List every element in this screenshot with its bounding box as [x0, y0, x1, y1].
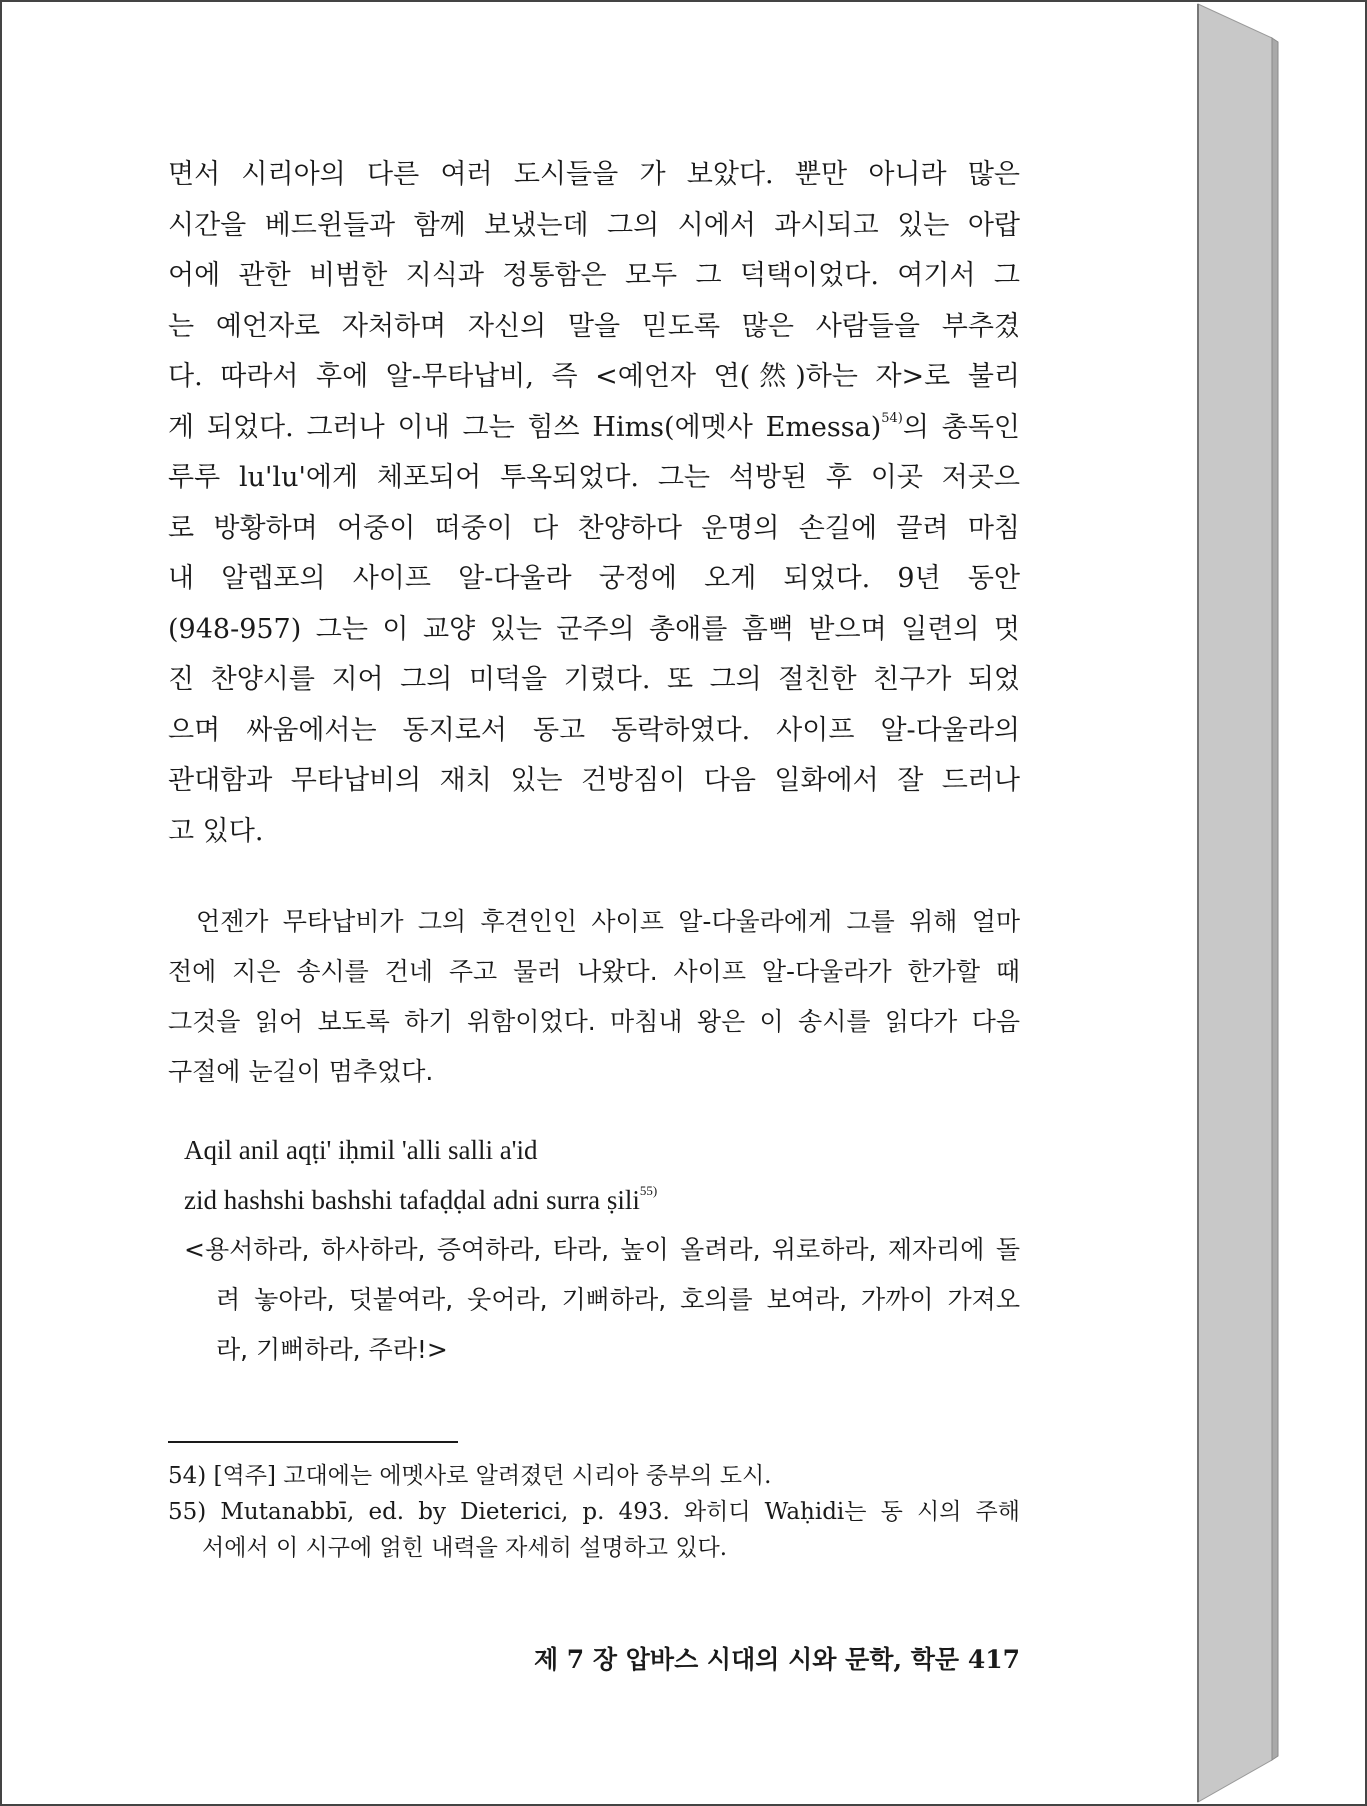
anecdote-block: [168, 897, 1020, 1097]
translation-line: 라, 기뻐하라, 주라!>: [216, 1335, 448, 1364]
paragraph-line-with-footnote: [168, 403, 1020, 454]
book-edge-face: [1198, 4, 1272, 1802]
anecdote-line: 그것을 읽어 보도록 하기 위함이었다. 마침내 왕은 이 송시를 읽다가 다음: [168, 1007, 1020, 1036]
footnote-divider: [168, 1441, 458, 1443]
paragraph-line: 면서 시리아의 다른 여러 도시들을 가 보았다. 뿐만 아니라 많은: [168, 159, 1020, 190]
footnote-marker-54: 54): [881, 410, 903, 426]
paragraph-line: 고 있다.: [168, 815, 264, 847]
paragraph-line: 로 방황하며 어중이 떠중이 다 찬양하다 운명의 손길에 끌려 마침: [168, 512, 1020, 544]
footnote-55-continued: 서에서 이 시구에 얽힌 내력을 자세히 설명하고 있다.: [202, 1535, 728, 1561]
translation-line: <용서하라, 하사하라, 증여하라, 타라, 높이 올려라, 위로하라, 제자리에 돌: [184, 1235, 1020, 1264]
page-body: [168, 150, 1020, 1375]
paragraph-line: 는 예언자로 자처하며 자신의 말을 믿도록 많은 사람들을 부추겼: [168, 310, 1020, 342]
verse-line: Aqil anil aqṭi' iḥmil 'alli salli a'id: [184, 1135, 538, 1165]
paragraph-line: 관대함과 무타납비의 재치 있는 건방짐이 다음 일화에서 잘 드러나: [168, 765, 1020, 796]
paragraph-line: 다. 따라서 후에 알-무타납비, 즉 <예언자 연(然)하는 자>로 불리: [168, 361, 1020, 392]
paragraph-line: 진 찬양시를 지어 그의 미덕을 기렸다. 또 그의 절친한 친구가 되었: [168, 664, 1020, 695]
page-number: 417: [967, 1645, 1020, 1674]
paragraph-line-text: 게 되었다. 그러나 이내 그는 힘쓰 Hims(에멧사 Emessa): [168, 411, 882, 443]
anecdote-line: 구절에 눈길이 멈추었다.: [168, 1057, 434, 1086]
verse-block: [168, 1125, 1020, 1375]
footnote-54: 54) [역주] 고대에는 에멧사로 알려졌던 시리아 중부의 도시.: [168, 1463, 772, 1489]
footnote-55: 55) Mutanabbī, ed. by Dieterici, p. 493. 와히디 Waḥidi는 동 시의 주해: [168, 1499, 1020, 1525]
chapter-title: 압바스 시대의 시와 문학, 학문: [625, 1645, 960, 1674]
running-footer: [168, 1640, 1020, 1676]
paragraph-line: (948-957) 그는 이 교양 있는 군주의 총애를 흠뻑 받으며 일련의 멋: [168, 613, 1020, 645]
paragraph-line: 어에 관한 비범한 지식과 정통함은 모두 그 덕택이었다. 여기서 그: [168, 260, 1020, 291]
anecdote-line: 전에 지은 송시를 건네 주고 물러 나왔다. 사이프 알-다울라가 한가할 때: [168, 957, 1020, 986]
paragraph-line-text: 의 총독인: [902, 411, 1020, 443]
paragraph-line: 내 알렙포의 사이프 알-다울라 궁정에 오게 되었다. 9년 동안: [168, 563, 1020, 594]
verse-line-with-footnote: [184, 1175, 1020, 1225]
main-paragraph: [168, 150, 1020, 857]
verse-translation: [184, 1225, 1020, 1375]
translation-line: 려 놓아라, 덧붙여라, 웃어라, 기뻐하라, 호의를 보여라, 가까이 가져오: [216, 1285, 1020, 1314]
paragraph-line: 시간을 베드윈들과 함께 보냈는데 그의 시에서 과시되고 있는 아랍: [168, 209, 1020, 241]
footnotes: [168, 1458, 1020, 1566]
book-edge-shadow: [1272, 38, 1278, 1760]
footnote-marker-55: 55): [639, 1183, 658, 1198]
paragraph-line: 루루 lu'lu'에게 체포되어 투옥되었다. 그는 석방된 후 이곳 저곳으: [168, 462, 1020, 493]
anecdote-line: 언젠가 무타납비가 그의 후견인인 사이프 알-다울라에게 그를 위해 얼마: [196, 907, 1020, 936]
paragraph-line: 으며 싸움에서는 동지로서 동고 동락하였다. 사이프 알-다울라의: [168, 714, 1020, 746]
chapter-label: 제 7 장: [533, 1645, 618, 1674]
verse-line-text: zid hashshi bashshi tafaḍḍal adni surra ṣili: [184, 1185, 640, 1215]
